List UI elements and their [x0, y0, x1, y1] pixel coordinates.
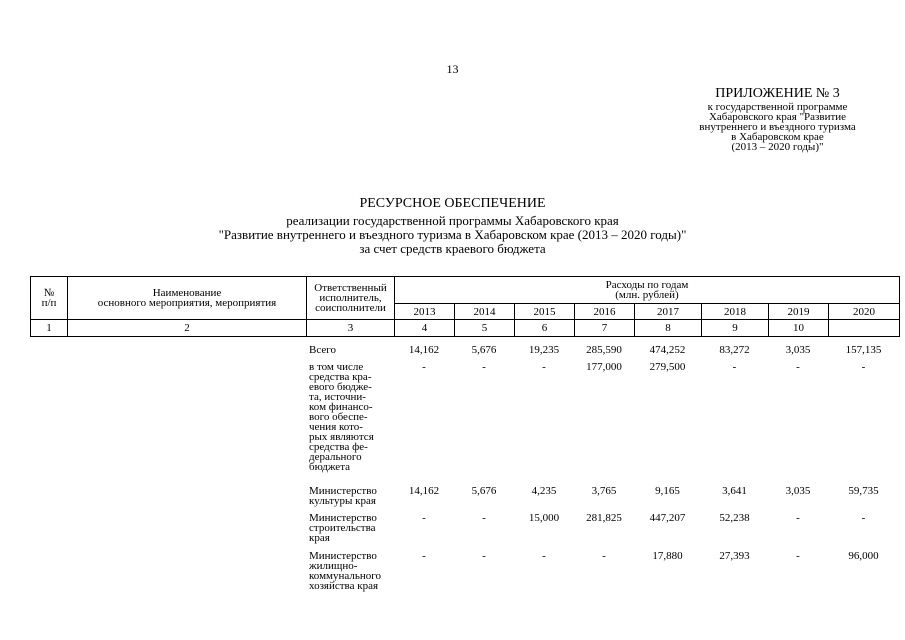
column-index: 4: [395, 320, 455, 337]
column-index: 2: [68, 320, 307, 337]
column-index: 10: [769, 320, 829, 337]
year-header: 2014: [455, 304, 515, 320]
cell-value: 3,035: [785, 485, 811, 497]
cell-value: -: [422, 512, 426, 524]
cell-value: 3,035: [785, 344, 811, 356]
header-executor: Ответственный исполнитель, соисполнители: [307, 277, 395, 320]
cell-value: -: [482, 361, 486, 373]
header-number: № п/п: [31, 277, 68, 320]
table-row: [30, 551, 899, 595]
appendix-title: ПРИЛОЖЕНИЕ № 3: [715, 86, 840, 101]
page-number: 13: [446, 62, 459, 76]
cell-value: -: [422, 550, 426, 562]
year-header: 2016: [575, 304, 635, 320]
cell-value: 5,676: [471, 344, 497, 356]
cell-value: 59,735: [848, 485, 879, 497]
cell-value: 279,500: [649, 361, 686, 373]
column-index: 5: [455, 320, 515, 337]
cell-value: -: [796, 550, 800, 562]
header-name: Наименование основного мероприятия, мероприятия: [68, 277, 307, 320]
cell-value: -: [422, 361, 426, 373]
cell-value: 27,393: [719, 550, 750, 562]
appendix-line: Хабаровского края "Развитие: [708, 111, 847, 123]
row-executor: Всего: [309, 344, 336, 356]
cell-value: -: [482, 512, 486, 524]
document-subtitle-line: реализации государственной программы Хабаровского края: [286, 213, 619, 228]
cell-value: 52,238: [719, 512, 750, 524]
cell-value: 157,135: [845, 344, 882, 356]
cell-value: 281,825: [586, 512, 622, 524]
column-index: 9: [702, 320, 769, 337]
resource-table-body: [30, 345, 899, 595]
table-row: [30, 362, 899, 486]
cell-value: 447,207: [649, 512, 686, 524]
cell-value: 474,252: [649, 344, 686, 356]
cell-value: -: [796, 512, 800, 524]
row-executor: Министерство культуры края: [309, 485, 377, 507]
cell-value: -: [542, 361, 546, 373]
year-header: 2019: [769, 304, 829, 320]
appendix-line: (2013 – 2020 годы)": [731, 141, 824, 153]
cell-value: -: [542, 550, 546, 562]
column-index: 3: [307, 320, 395, 337]
cell-value: 96,000: [848, 550, 879, 562]
cell-value: 4,235: [531, 485, 557, 497]
row-executor: Министерство жилищно- коммунального хозяйства края: [309, 550, 381, 592]
cell-value: -: [482, 550, 486, 562]
year-header: 2015: [515, 304, 575, 320]
year-header: 2020: [829, 304, 900, 320]
column-index: [829, 320, 900, 337]
document-subtitle-line: за счет средств краевого бюджета: [359, 241, 546, 256]
column-index: 7: [575, 320, 635, 337]
resource-table-header: [30, 276, 900, 337]
year-header: 2013: [395, 304, 455, 320]
column-index: 1: [31, 320, 68, 337]
cell-value: 14,162: [408, 485, 440, 497]
table-row: [30, 486, 899, 513]
cell-value: 9,165: [655, 485, 680, 497]
cell-value: 3,765: [591, 485, 617, 497]
row-executor: Министерство строительства края: [309, 512, 377, 544]
column-index: 8: [635, 320, 702, 337]
cell-value: 17,880: [652, 550, 683, 562]
cell-value: 3,641: [722, 485, 747, 497]
column-index: 6: [515, 320, 575, 337]
cell-value: 15,000: [528, 512, 560, 524]
row-executor: в том числе средства кра- евого бюдже- та, источни- ком финансо- вого обеспе- чения кото- рых являются средства фе- дерального бюджета: [309, 361, 374, 473]
document-subtitle-line: "Развитие внутреннего и въездного туризма в Хабаровском крае (2013 – 2020 годы)": [218, 227, 687, 242]
cell-value: 19,235: [528, 344, 560, 356]
table-row: [30, 345, 899, 362]
cell-value: 177,000: [586, 361, 622, 373]
cell-value: -: [796, 361, 800, 373]
year-header: 2017: [635, 304, 702, 320]
appendix-subtitle: [670, 102, 885, 152]
cell-value: -: [861, 361, 866, 373]
cell-value: -: [861, 512, 866, 524]
document-title: РЕСУРСНОЕ ОБЕСПЕЧЕНИЕ: [359, 196, 546, 211]
appendix-line: к государственной программе: [707, 101, 848, 113]
table-row: [30, 513, 899, 551]
header-expenses: Расходы по годам (млн. рублей): [395, 277, 900, 304]
cell-value: 14,162: [408, 344, 440, 356]
year-header: 2018: [702, 304, 769, 320]
cell-value: 285,590: [586, 344, 622, 356]
cell-value: 5,676: [471, 485, 497, 497]
cell-value: -: [732, 361, 737, 373]
appendix-line: в Хабаровском крае: [731, 131, 824, 143]
cell-value: 83,272: [719, 344, 750, 356]
cell-value: -: [602, 550, 606, 562]
appendix-line: внутреннего и въездного туризма: [699, 121, 856, 133]
